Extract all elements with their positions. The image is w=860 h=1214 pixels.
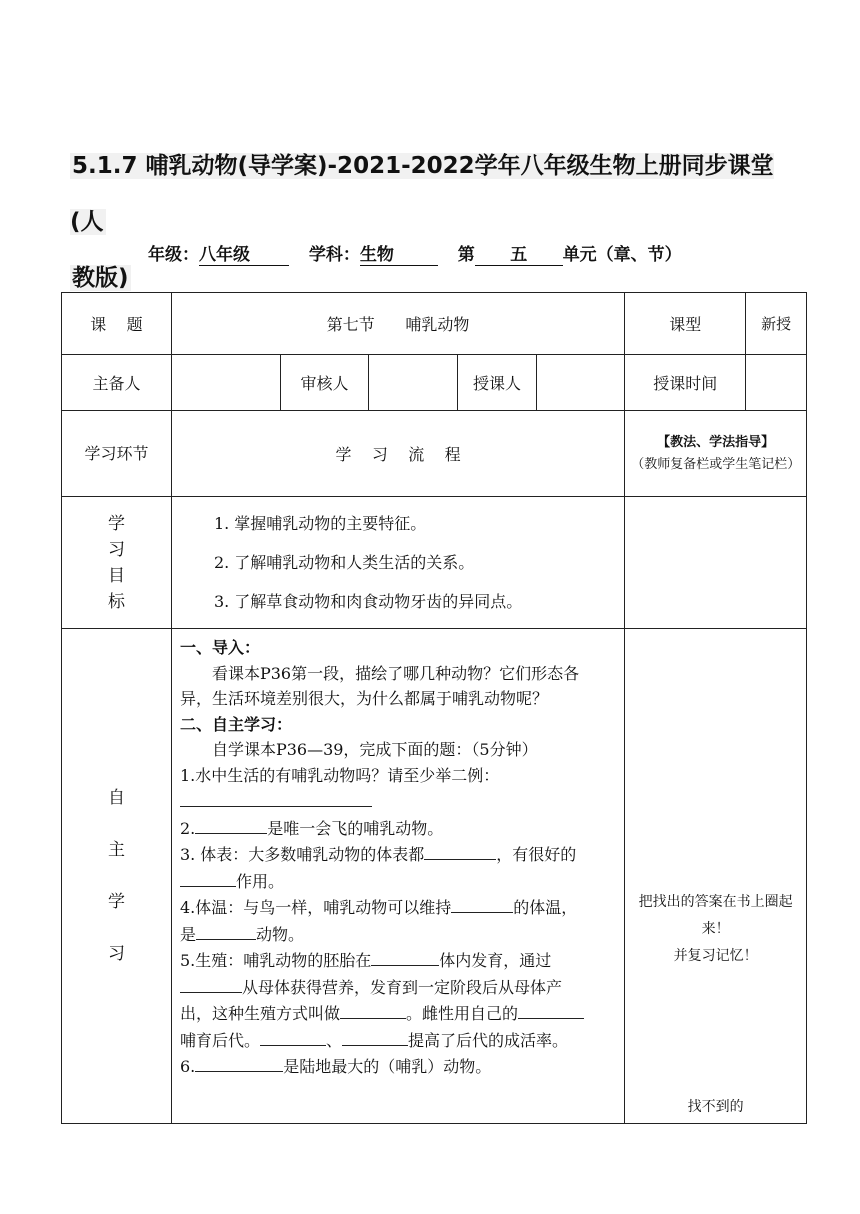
self-study-content (171, 629, 624, 1124)
q6-prefix: 6. (179, 1057, 196, 1076)
answer-blank[interactable] (451, 894, 513, 913)
q3-text-b: ，有很好的 (496, 845, 577, 864)
grade-value: 八年级 (199, 240, 289, 266)
lesson-plan-table (61, 292, 807, 1124)
document-title (70, 138, 792, 306)
q5-text-f: 、 (325, 1030, 342, 1050)
self-study-instruction: 自学课本P36—39，完成下面的题：（5分钟） (211, 740, 538, 759)
stage-label: 学习环节 (62, 411, 172, 497)
answer-blank[interactable] (195, 1053, 283, 1072)
answer-blank[interactable] (195, 815, 267, 834)
q6-text: 是陆地最大的（哺乳）动物。 (283, 1057, 492, 1076)
objectives-notes (625, 497, 807, 629)
answer-blank[interactable] (371, 947, 439, 966)
q5-text-d: 。雌性用自己的 (405, 1004, 518, 1023)
objectives-char: 标 (107, 591, 125, 612)
objectives-char: 学 (107, 513, 125, 534)
self-study-char: 主 (107, 840, 125, 860)
note-cannot-find: 找不到的 (687, 1099, 744, 1115)
lesson-type-label: 课型 (625, 293, 746, 355)
self-study-char: 学 (107, 892, 125, 912)
process-label: 学 习 流 程 (171, 411, 624, 497)
guide-subtitle: （教师复备栏或学生笔记栏） (631, 456, 801, 472)
answer-blank[interactable] (518, 1000, 584, 1019)
preparer-label: 主备人 (62, 355, 172, 411)
objective-item: 1. 掌握哺乳动物的主要特征。 (213, 514, 427, 533)
teacher-cell (458, 355, 625, 411)
topic-label: 课 题 (62, 293, 172, 355)
reviewer-label: 审核人 (280, 355, 369, 411)
q5-text-b: 体内发育，通过 (439, 951, 552, 970)
unit-prefix: 第 (457, 245, 475, 265)
q3-text-c: 作用。 (235, 871, 284, 891)
q4-text-c: 动物。 (255, 924, 304, 944)
q2-text: 是唯一会飞的哺乳动物。 (267, 818, 444, 838)
topic-value: 第七节 哺乳动物 (171, 293, 624, 355)
objective-item: 2. 了解哺乳动物和人类生活的关系。 (213, 553, 475, 572)
guide-header (625, 411, 807, 497)
guide-title: 【教法、学法指导】 (657, 434, 775, 450)
answer-blank[interactable] (340, 1000, 406, 1019)
note-text-1: 把找出的答案在书上圈起来！ (638, 894, 793, 937)
answer-blank[interactable] (180, 788, 372, 807)
intro-heading: 一、导入： (179, 638, 260, 657)
q2-prefix: 2. (179, 818, 196, 838)
reviewer-value (369, 355, 458, 411)
q5-text-g: 提高了后代的成活率。 (407, 1030, 568, 1050)
preparer-value (171, 355, 280, 411)
answer-blank[interactable] (424, 841, 496, 860)
q5-text-c: 从母体获得营养，发育到一定阶段后从母体产出，这种生殖方式叫做 (179, 977, 562, 1023)
answer-blank[interactable] (342, 1027, 408, 1046)
self-study-char: 习 (107, 944, 125, 964)
question-6 (180, 1053, 584, 1080)
title-line-1: 5.1.7 哺乳动物(导学案)-2021-2022学年八年级生物上册同步课堂(人 (70, 153, 774, 235)
intro-text: 看课本P36第一段，描绘了哪几种动物？它们形态各异，生活环境差别很大，为什么都属于哺乳动物呢？ (179, 663, 580, 708)
question-5 (180, 947, 584, 1053)
teacher-label: 授课人 (458, 355, 537, 410)
question-2 (180, 815, 584, 842)
objectives-list (171, 497, 624, 629)
answer-blank[interactable] (196, 921, 256, 940)
objectives-char: 目 (107, 565, 125, 586)
question-1 (180, 763, 584, 789)
grade-label: 年级： (148, 245, 199, 265)
subject-label: 学科： (308, 245, 360, 265)
subject-value: 生物 (360, 240, 438, 266)
self-study-notes (625, 629, 807, 1124)
q5-text-e: 哺育后代。 (179, 1030, 260, 1050)
unit-value: 五 (475, 240, 563, 266)
objectives-char: 习 (107, 539, 125, 560)
self-study-char: 自 (107, 788, 125, 808)
unit-suffix: 单元（章、节） (562, 245, 682, 265)
time-value (746, 355, 807, 411)
note-text-2: 并复习记忆！ (673, 948, 758, 964)
q4-text-b: 的体温，是 (179, 898, 578, 944)
question-1-answer-line (180, 788, 584, 815)
title-line-2: 教版) (72, 265, 129, 291)
q4-text-a: 4.体温：与鸟一样，哺乳动物可以维持 (179, 898, 452, 917)
question-3 (180, 841, 584, 894)
time-label: 授课时间 (625, 355, 746, 411)
question-1-text: 1.水中生活的有哺乳动物吗？请至少举二例： (179, 765, 500, 785)
q5-text-a: 5.生殖：哺乳动物的胚胎在 (179, 951, 372, 970)
self-study-heading: 二、自主学习： (179, 714, 292, 734)
objectives-label (62, 497, 172, 629)
answer-blank[interactable] (260, 1027, 326, 1046)
lesson-meta (148, 240, 768, 266)
self-study-label (62, 629, 172, 1124)
note-circle-answers (625, 889, 806, 970)
answer-blank[interactable] (180, 974, 242, 993)
question-4 (180, 894, 584, 947)
answer-blank[interactable] (180, 868, 236, 887)
teacher-value (537, 355, 624, 410)
q3-text-a: 3. 体表：大多数哺乳动物的体表都 (179, 845, 425, 864)
lesson-type-value: 新授 (746, 293, 807, 355)
objective-item: 3. 了解草食动物和肉食动物牙齿的异同点。 (213, 592, 523, 611)
